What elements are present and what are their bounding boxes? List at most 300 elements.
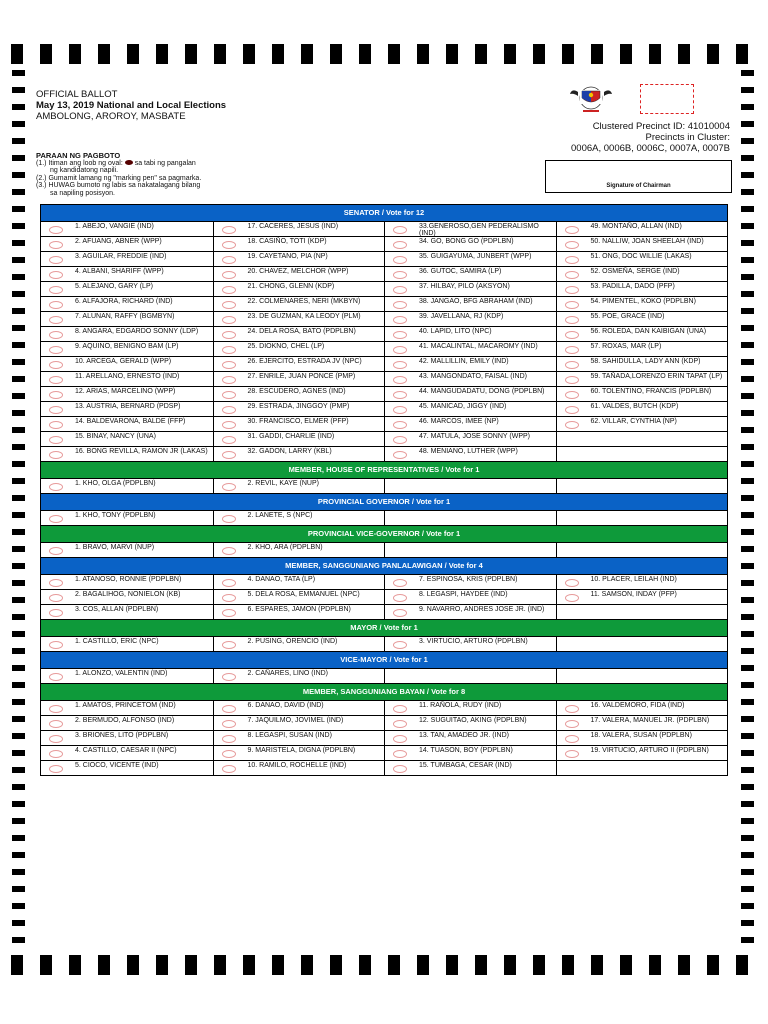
timing-mark (741, 495, 754, 501)
contest-header: PROVINCIAL VICE-GOVERNOR / Vote for 1 (41, 525, 727, 542)
vote-oval[interactable] (393, 705, 407, 713)
vote-oval[interactable] (393, 346, 407, 354)
vote-oval[interactable] (222, 421, 236, 429)
vote-oval[interactable] (49, 421, 63, 429)
vote-oval[interactable] (49, 436, 63, 444)
contest-grid (41, 700, 727, 775)
instruction-1 (36, 160, 201, 168)
candidate-cell[interactable] (41, 542, 213, 557)
candidate-cell[interactable] (384, 604, 556, 619)
candidate-cell[interactable] (213, 745, 385, 760)
candidate-cell[interactable] (384, 371, 556, 386)
timing-mark (741, 869, 754, 875)
timing-mark (741, 121, 754, 127)
candidate-cell[interactable] (41, 431, 213, 446)
candidate-cell[interactable] (213, 236, 385, 251)
vote-oval[interactable] (222, 301, 236, 309)
vote-oval[interactable] (222, 436, 236, 444)
timing-mark (678, 44, 690, 64)
vote-oval[interactable] (222, 705, 236, 713)
vote-oval[interactable] (222, 406, 236, 414)
vote-oval[interactable] (49, 271, 63, 279)
timing-mark (741, 563, 754, 569)
vote-oval[interactable] (393, 594, 407, 602)
candidate-cell[interactable] (213, 478, 385, 493)
vote-oval[interactable] (222, 346, 236, 354)
precinct-id: Clustered Precinct ID: 41010004 (592, 121, 730, 132)
candidate-cell[interactable] (384, 574, 556, 589)
candidate-cell[interactable] (213, 311, 385, 326)
timing-mark (359, 44, 371, 64)
candidate-cell[interactable] (213, 760, 385, 775)
empty-cell (384, 510, 556, 525)
candidate-cell[interactable] (41, 401, 213, 416)
vote-oval[interactable] (49, 594, 63, 602)
timing-mark (678, 955, 690, 975)
timing-mark (591, 44, 603, 64)
vote-oval[interactable] (49, 376, 63, 384)
vote-oval[interactable] (49, 406, 63, 414)
timing-mark (272, 955, 284, 975)
candidate-name: 32. GADON, LARRY (KBL) (247, 448, 332, 455)
vote-oval[interactable] (222, 331, 236, 339)
candidate-cell[interactable] (41, 745, 213, 760)
candidate-cell[interactable] (213, 715, 385, 730)
candidate-cell[interactable] (384, 251, 556, 266)
candidate-name: 11. SAMSON, INDAY (PFP) (590, 591, 677, 598)
candidate-cell[interactable] (384, 416, 556, 431)
candidate-cell[interactable] (213, 341, 385, 356)
vote-oval[interactable] (565, 241, 579, 249)
timing-mark (741, 546, 754, 552)
candidate-cell[interactable] (41, 730, 213, 745)
candidate-name: 53. PADILLA, DADO (PFP) (590, 283, 675, 290)
candidate-cell[interactable] (41, 478, 213, 493)
candidate-cell[interactable] (213, 604, 385, 619)
vote-oval[interactable] (222, 609, 236, 617)
vote-oval[interactable] (222, 226, 236, 234)
vote-oval[interactable] (222, 673, 236, 681)
candidate-cell[interactable] (556, 416, 728, 431)
vote-oval[interactable] (565, 316, 579, 324)
timing-mark (741, 529, 754, 535)
candidate-cell[interactable] (556, 296, 728, 311)
vote-oval[interactable] (393, 421, 407, 429)
timing-mark (12, 529, 25, 535)
contest-header: PROVINCIAL GOVERNOR / Vote for 1 (41, 493, 727, 510)
timing-mark (12, 223, 25, 229)
candidate-cell[interactable] (213, 326, 385, 341)
vote-oval[interactable] (393, 735, 407, 743)
candidate-cell[interactable] (556, 236, 728, 251)
vote-oval[interactable] (393, 286, 407, 294)
candidate-name: 45. MANICAD, JIGGY (IND) (419, 403, 507, 410)
candidate-cell[interactable] (41, 281, 213, 296)
timing-mark (649, 955, 661, 975)
candidate-name: 30. FRANCISCO, ELMER (PFP) (247, 418, 349, 425)
candidate-cell[interactable] (556, 371, 728, 386)
vote-oval[interactable] (49, 750, 63, 758)
timing-mark (12, 767, 25, 773)
candidate-cell[interactable] (41, 589, 213, 604)
vote-oval[interactable] (565, 705, 579, 713)
vote-oval[interactable] (393, 641, 407, 649)
candidate-cell[interactable] (213, 221, 385, 236)
candidate-cell[interactable] (556, 700, 728, 715)
signature-box (545, 160, 732, 193)
candidate-cell[interactable] (41, 715, 213, 730)
timing-mark (707, 955, 719, 975)
candidate-cell[interactable] (41, 386, 213, 401)
timing-mark (12, 784, 25, 790)
candidate-name: 13. TAN, AMADEO JR. (IND) (419, 732, 509, 739)
vote-oval[interactable] (49, 483, 63, 491)
vote-oval[interactable] (49, 547, 63, 555)
candidate-cell[interactable] (384, 281, 556, 296)
candidate-cell[interactable] (213, 446, 385, 461)
candidate-cell[interactable] (213, 730, 385, 745)
timing-mark (446, 955, 458, 975)
candidate-cell[interactable] (556, 266, 728, 281)
timing-mark (12, 682, 25, 688)
vote-oval[interactable] (49, 346, 63, 354)
vote-oval[interactable] (393, 436, 407, 444)
vote-oval[interactable] (393, 720, 407, 728)
candidate-cell[interactable] (556, 326, 728, 341)
candidate-cell[interactable] (41, 236, 213, 251)
candidate-cell[interactable] (384, 745, 556, 760)
candidate-cell[interactable] (213, 266, 385, 281)
vote-oval[interactable] (565, 361, 579, 369)
candidate-cell[interactable] (556, 715, 728, 730)
timing-mark (185, 955, 197, 975)
candidate-cell[interactable] (213, 416, 385, 431)
timing-mark (12, 512, 25, 518)
vote-oval[interactable] (222, 720, 236, 728)
vote-oval[interactable] (49, 735, 63, 743)
candidate-cell[interactable] (556, 386, 728, 401)
ballot-title: OFFICIAL BALLOT (36, 89, 118, 100)
vote-oval[interactable] (49, 361, 63, 369)
candidate-name: 10. PLACER, LEILAH (IND) (590, 576, 677, 583)
candidate-cell[interactable] (213, 700, 385, 715)
vote-oval[interactable] (393, 376, 407, 384)
candidate-name: 54. PIMENTEL, KOKO (PDPLBN) (590, 298, 696, 305)
timing-mark (741, 257, 754, 263)
vote-oval[interactable] (393, 609, 407, 617)
candidate-cell[interactable] (556, 281, 728, 296)
vote-oval[interactable] (565, 346, 579, 354)
candidate-name: 8. LEGASPI, HAYDEE (IND) (419, 591, 508, 598)
timing-mark (12, 614, 25, 620)
vote-oval[interactable] (565, 391, 579, 399)
candidate-cell[interactable] (556, 341, 728, 356)
timing-mark (475, 44, 487, 64)
vote-oval[interactable] (565, 256, 579, 264)
candidate-cell[interactable] (384, 221, 556, 236)
candidate-cell[interactable] (556, 401, 728, 416)
timing-mark (359, 955, 371, 975)
vote-oval[interactable] (565, 579, 579, 587)
timing-mark (475, 955, 487, 975)
timing-mark (127, 44, 139, 64)
candidate-name: 39. JAVELLANA, RJ (KDP) (419, 313, 504, 320)
candidate-cell[interactable] (41, 636, 213, 651)
vote-oval[interactable] (222, 316, 236, 324)
vote-oval[interactable] (565, 376, 579, 384)
timing-mark (12, 597, 25, 603)
timing-mark (11, 955, 23, 975)
vote-oval[interactable] (49, 609, 63, 617)
candidate-cell[interactable] (41, 266, 213, 281)
candidate-name: 29. ESTRADA, JINGGOY (PMP) (247, 403, 350, 410)
signature-label: Signature of Chairman (606, 183, 671, 189)
vote-oval[interactable] (222, 391, 236, 399)
candidate-cell[interactable] (556, 311, 728, 326)
candidate-name: 20. CHAVEZ, MELCHOR (WPP) (247, 268, 349, 275)
candidate-cell[interactable] (213, 386, 385, 401)
candidate-name: 9. AQUINO, BENIGNO BAM (LP) (75, 343, 179, 350)
candidate-cell[interactable] (384, 296, 556, 311)
vote-oval[interactable] (49, 705, 63, 713)
vote-oval[interactable] (393, 579, 407, 587)
candidate-cell[interactable] (41, 668, 213, 683)
vote-oval[interactable] (222, 594, 236, 602)
candidate-cell[interactable] (41, 700, 213, 715)
candidate-cell[interactable] (41, 356, 213, 371)
vote-oval[interactable] (49, 286, 63, 294)
candidate-name: 26. EJERCITO, ESTRADA JV (NPC) (247, 358, 362, 365)
candidate-cell[interactable] (213, 431, 385, 446)
timing-mark (741, 835, 754, 841)
candidate-cell[interactable] (384, 636, 556, 651)
vote-oval[interactable] (393, 750, 407, 758)
candidate-cell[interactable] (213, 281, 385, 296)
candidate-cell[interactable] (41, 296, 213, 311)
timing-mark (12, 189, 25, 195)
candidate-cell[interactable] (41, 326, 213, 341)
vote-oval[interactable] (49, 301, 63, 309)
candidate-cell[interactable] (556, 221, 728, 236)
timing-mark (741, 376, 754, 382)
vote-oval[interactable] (565, 750, 579, 758)
timing-mark (12, 155, 25, 161)
candidate-name: 2. BERMUDO, ALFONSO (IND) (75, 717, 175, 724)
timing-mark (12, 665, 25, 671)
candidate-cell[interactable] (384, 431, 556, 446)
candidate-cell[interactable] (384, 700, 556, 715)
candidate-cell[interactable] (213, 356, 385, 371)
vote-oval[interactable] (49, 641, 63, 649)
vote-oval[interactable] (49, 579, 63, 587)
candidate-cell[interactable] (384, 356, 556, 371)
candidate-cell[interactable] (384, 715, 556, 730)
candidate-cell[interactable] (556, 574, 728, 589)
candidate-cell[interactable] (384, 236, 556, 251)
candidate-cell[interactable] (556, 589, 728, 604)
candidate-cell[interactable] (556, 745, 728, 760)
vote-oval[interactable] (222, 451, 236, 459)
timing-mark (12, 87, 25, 93)
candidate-cell[interactable] (384, 386, 556, 401)
candidate-cell[interactable] (41, 416, 213, 431)
vote-oval[interactable] (565, 720, 579, 728)
vote-oval[interactable] (49, 256, 63, 264)
timing-mark (12, 359, 25, 365)
instruction-1-text: (1.) Itiman ang loob ng oval: (36, 159, 123, 167)
vote-oval[interactable] (393, 331, 407, 339)
vote-oval[interactable] (393, 406, 407, 414)
candidate-cell[interactable] (41, 221, 213, 236)
timing-mark (741, 172, 754, 178)
vote-oval[interactable] (49, 331, 63, 339)
vote-oval[interactable] (565, 301, 579, 309)
vote-oval[interactable] (222, 641, 236, 649)
contest-grid (41, 221, 727, 461)
vote-oval[interactable] (222, 286, 236, 294)
vote-oval[interactable] (565, 594, 579, 602)
vote-oval[interactable] (393, 765, 407, 773)
candidate-cell[interactable] (41, 604, 213, 619)
vote-oval[interactable] (49, 720, 63, 728)
candidate-cell[interactable] (213, 251, 385, 266)
candidate-cell[interactable] (41, 251, 213, 266)
candidate-name: 7. JAQUILMO, JOVIMEL (IND) (247, 717, 344, 724)
candidate-cell[interactable] (213, 296, 385, 311)
candidate-name: 58. SAHIDULLA, LADY ANN (KDP) (590, 358, 701, 365)
vote-oval[interactable] (393, 241, 407, 249)
vote-oval[interactable] (49, 316, 63, 324)
candidate-cell[interactable] (556, 730, 728, 745)
timing-mark (741, 512, 754, 518)
candidate-cell[interactable] (384, 401, 556, 416)
vote-oval[interactable] (222, 579, 236, 587)
vote-oval[interactable] (393, 316, 407, 324)
vote-oval[interactable] (222, 241, 236, 249)
timing-mark (741, 410, 754, 416)
candidate-cell[interactable] (41, 510, 213, 525)
ballot-header (36, 89, 226, 122)
candidate-cell[interactable] (41, 574, 213, 589)
vote-oval[interactable] (565, 226, 579, 234)
candidate-cell[interactable] (213, 589, 385, 604)
candidate-cell[interactable] (213, 510, 385, 525)
contest-header: MEMBER, SANGGUNIANG BAYAN / Vote for 8 (41, 683, 727, 700)
candidate-cell[interactable] (41, 371, 213, 386)
timing-mark (741, 614, 754, 620)
contest-header: VICE-MAYOR / Vote for 1 (41, 651, 727, 668)
vote-oval[interactable] (393, 226, 407, 234)
vote-oval[interactable] (49, 765, 63, 773)
candidate-cell[interactable] (41, 760, 213, 775)
vote-oval[interactable] (393, 271, 407, 279)
contest-grid (41, 478, 727, 493)
vote-oval[interactable] (222, 547, 236, 555)
vote-oval[interactable] (49, 673, 63, 681)
candidate-cell[interactable] (384, 446, 556, 461)
candidate-cell[interactable] (213, 371, 385, 386)
candidate-name: 15. BINAY, NANCY (UNA) (75, 433, 156, 440)
candidate-cell[interactable] (213, 574, 385, 589)
vote-oval[interactable] (565, 331, 579, 339)
candidate-name: 28. ESCUDERO, AGNES (IND) (247, 388, 346, 395)
candidate-name: 1. ALONZO, VALENTIN (IND) (75, 670, 168, 677)
vote-oval[interactable] (393, 301, 407, 309)
candidate-cell[interactable] (41, 341, 213, 356)
vote-oval[interactable] (49, 515, 63, 523)
vote-oval[interactable] (222, 515, 236, 523)
vote-oval[interactable] (222, 735, 236, 743)
candidate-name: 4. DANAO, TATA (LP) (247, 576, 316, 583)
candidate-cell[interactable] (384, 730, 556, 745)
vote-oval[interactable] (49, 451, 63, 459)
vote-oval[interactable] (565, 271, 579, 279)
candidate-cell[interactable] (213, 636, 385, 651)
timing-mark (741, 699, 754, 705)
timing-mark (741, 87, 754, 93)
candidate-cell[interactable] (384, 326, 556, 341)
timing-mark (40, 44, 52, 64)
candidate-cell[interactable] (41, 311, 213, 326)
candidate-cell[interactable] (384, 341, 556, 356)
vote-oval[interactable] (393, 361, 407, 369)
vote-oval[interactable] (222, 256, 236, 264)
timing-mark (741, 801, 754, 807)
vote-oval[interactable] (222, 376, 236, 384)
timing-mark (12, 648, 25, 654)
candidate-cell[interactable] (213, 542, 385, 557)
vote-oval[interactable] (222, 750, 236, 758)
vote-oval[interactable] (393, 451, 407, 459)
candidate-cell[interactable] (556, 356, 728, 371)
vote-oval[interactable] (49, 241, 63, 249)
candidate-cell[interactable] (213, 668, 385, 683)
candidate-cell[interactable] (384, 266, 556, 281)
candidate-name: 19. CAYETANO, PIA (NP) (247, 253, 328, 260)
candidate-name: 3. BRIONES, LITO (PDPLBN) (75, 732, 169, 739)
candidate-cell[interactable] (556, 251, 728, 266)
vote-oval[interactable] (393, 256, 407, 264)
candidate-cell[interactable] (384, 589, 556, 604)
vote-oval[interactable] (565, 421, 579, 429)
timing-mark (12, 750, 25, 756)
candidate-cell[interactable] (213, 401, 385, 416)
vote-oval[interactable] (222, 765, 236, 773)
candidate-name: 35. GUIGAYUMA, JUNBERT (WPP) (419, 253, 532, 260)
timing-mark (741, 580, 754, 586)
vote-oval[interactable] (565, 286, 579, 294)
timing-mark (741, 444, 754, 450)
candidate-cell[interactable] (41, 446, 213, 461)
timing-mark (12, 104, 25, 110)
precinct-cluster-label: Precincts in Cluster: (645, 132, 730, 143)
vote-oval[interactable] (49, 391, 63, 399)
timing-mark (12, 308, 25, 314)
candidate-name: 11. RAÑOLA, RUDY (IND) (419, 702, 502, 709)
vote-oval[interactable] (565, 406, 579, 414)
vote-oval[interactable] (49, 226, 63, 234)
vote-oval[interactable] (222, 361, 236, 369)
timing-mark (40, 955, 52, 975)
vote-oval[interactable] (393, 391, 407, 399)
vote-oval[interactable] (222, 271, 236, 279)
candidate-cell[interactable] (384, 311, 556, 326)
candidate-cell[interactable] (384, 760, 556, 775)
timing-mark (12, 274, 25, 280)
vote-oval[interactable] (565, 735, 579, 743)
vote-oval[interactable] (222, 483, 236, 491)
candidate-name: 37. HILBAY, PILO (AKSYON) (419, 283, 510, 290)
